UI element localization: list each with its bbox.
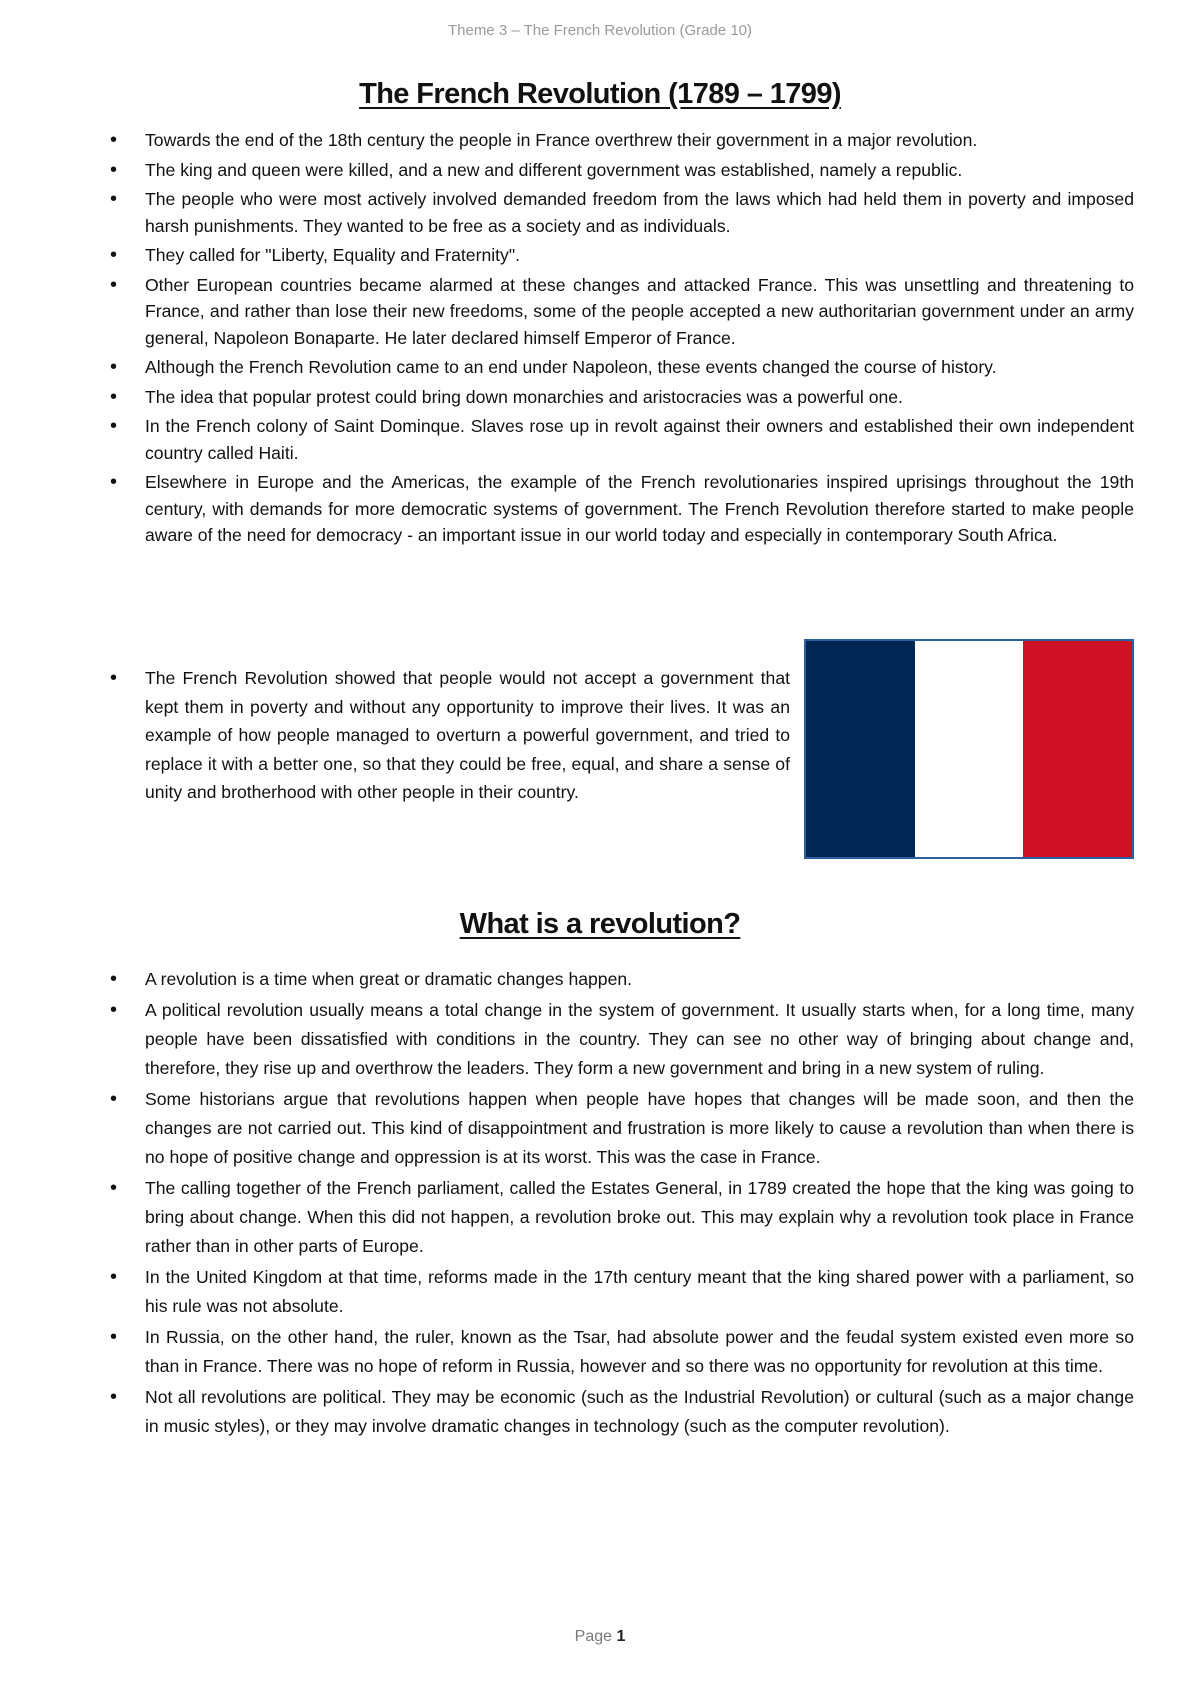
list-item: • The idea that popular protest could bring down monarchies and aristocracies was a powerful one. bbox=[110, 384, 1134, 411]
list-item: • Elsewhere in Europe and the Americas, the example of the French revolutionaries inspired uprisings throughout the 19th century, with demands for more democratic systems of government. The French Revolution therefore started to make people aware of the need for democracy - an important issue in our world today and especially in contemporary South Africa. bbox=[110, 469, 1134, 549]
list-item: • Some historians argue that revolutions happen when people have hopes that changes will be made soon, and then the changes are not carried out. This kind of disappointment and frustration is more likely to cause a revolution than when there is no hope of positive change and oppression is at its worst. This was the case in France. bbox=[110, 1085, 1134, 1172]
list-item: • Other European countries became alarmed at these changes and attacked France. This was unsettling and threatening to France, and rather than lose their new freedoms, some of the people accepted a new authoritarian government under an army general, Napoleon Bonaparte. He later declared himself Emperor of France. bbox=[110, 272, 1134, 352]
list-item: • The calling together of the French parliament, called the Estates General, in 1789 created the hope that the king was going to bring about change. When this did not happen, a revolution broke out. This may explain why a revolution took place in France rather than in other parts of Europe. bbox=[110, 1174, 1134, 1261]
list-item: • Not all revolutions are political. They may be economic (such as the Industrial Revolution) or cultural (such as a major change in music styles), or they may involve dramatic changes in technology (such as the computer revolution). bbox=[110, 1383, 1134, 1441]
french-flag-image bbox=[804, 639, 1134, 859]
list-item: • In Russia, on the other hand, the ruler, known as the Tsar, had absolute power and the feudal system existed even more so than in France. There was no hope of reform in Russia, however and so there was no opportunity for revolution at this time. bbox=[110, 1323, 1134, 1381]
list-item: • The French Revolution showed that people would not accept a government that kept them in poverty and without any opportunity to improve their lives. It was an example of how people managed to overturn a powerful government, and tried to replace it with a better one, so that they could be free, equal, and share a sense of unity and brotherhood with other people in their country. bbox=[110, 664, 790, 807]
page-footer bbox=[0, 1628, 1200, 1646]
list-item: • They called for "Liberty, Equality and Fraternity". bbox=[110, 242, 1134, 269]
list-item: • Towards the end of the 18th century the people in France overthrew their government in a major revolution. bbox=[110, 127, 1134, 154]
page-header: Theme 3 – The French Revolution (Grade 10) bbox=[447, 22, 753, 39]
list-item: • In the French colony of Saint Dominque. Slaves rose up in revolt against their owners and established their own independent country called Haiti. bbox=[110, 413, 1134, 466]
bullet-list-beside-flag bbox=[110, 664, 790, 807]
page-label: Page bbox=[574, 1628, 617, 1645]
list-item: • The king and queen were killed, and a new and different government was established, namely a republic. bbox=[110, 157, 1134, 184]
flag-stripe-white bbox=[915, 641, 1024, 857]
list-item: • A political revolution usually means a total change in the system of government. It usually starts when, for a long time, many people have been dissatisfied with conditions in the country. They can see no other way of bringing about change and, therefore, they rise up and overthrow the leaders. They form a new government and bring in a new system of ruling. bbox=[110, 996, 1134, 1083]
list-item: • Although the French Revolution came to an end under Napoleon, these events changed the course of history. bbox=[110, 354, 1134, 381]
section-title-what-is-revolution: What is a revolution? bbox=[459, 908, 741, 940]
section-title-french-revolution: The French Revolution (1789 – 1799) bbox=[359, 78, 841, 110]
bullet-list-french-revolution bbox=[110, 127, 1134, 552]
page-number: 1 bbox=[616, 1628, 626, 1645]
bullet-list-what-is-revolution bbox=[110, 965, 1134, 1443]
list-item: • In the United Kingdom at that time, reforms made in the 17th century meant that the king shared power with a parliament, so his rule was not absolute. bbox=[110, 1263, 1134, 1321]
flag-stripe-red bbox=[1023, 641, 1132, 857]
flag-stripe-blue bbox=[806, 641, 915, 857]
list-item: • A revolution is a time when great or dramatic changes happen. bbox=[110, 965, 1134, 994]
list-item: • The people who were most actively involved demanded freedom from the laws which had held them in poverty and imposed harsh punishments. They wanted to be free as a society and as individuals. bbox=[110, 186, 1134, 239]
